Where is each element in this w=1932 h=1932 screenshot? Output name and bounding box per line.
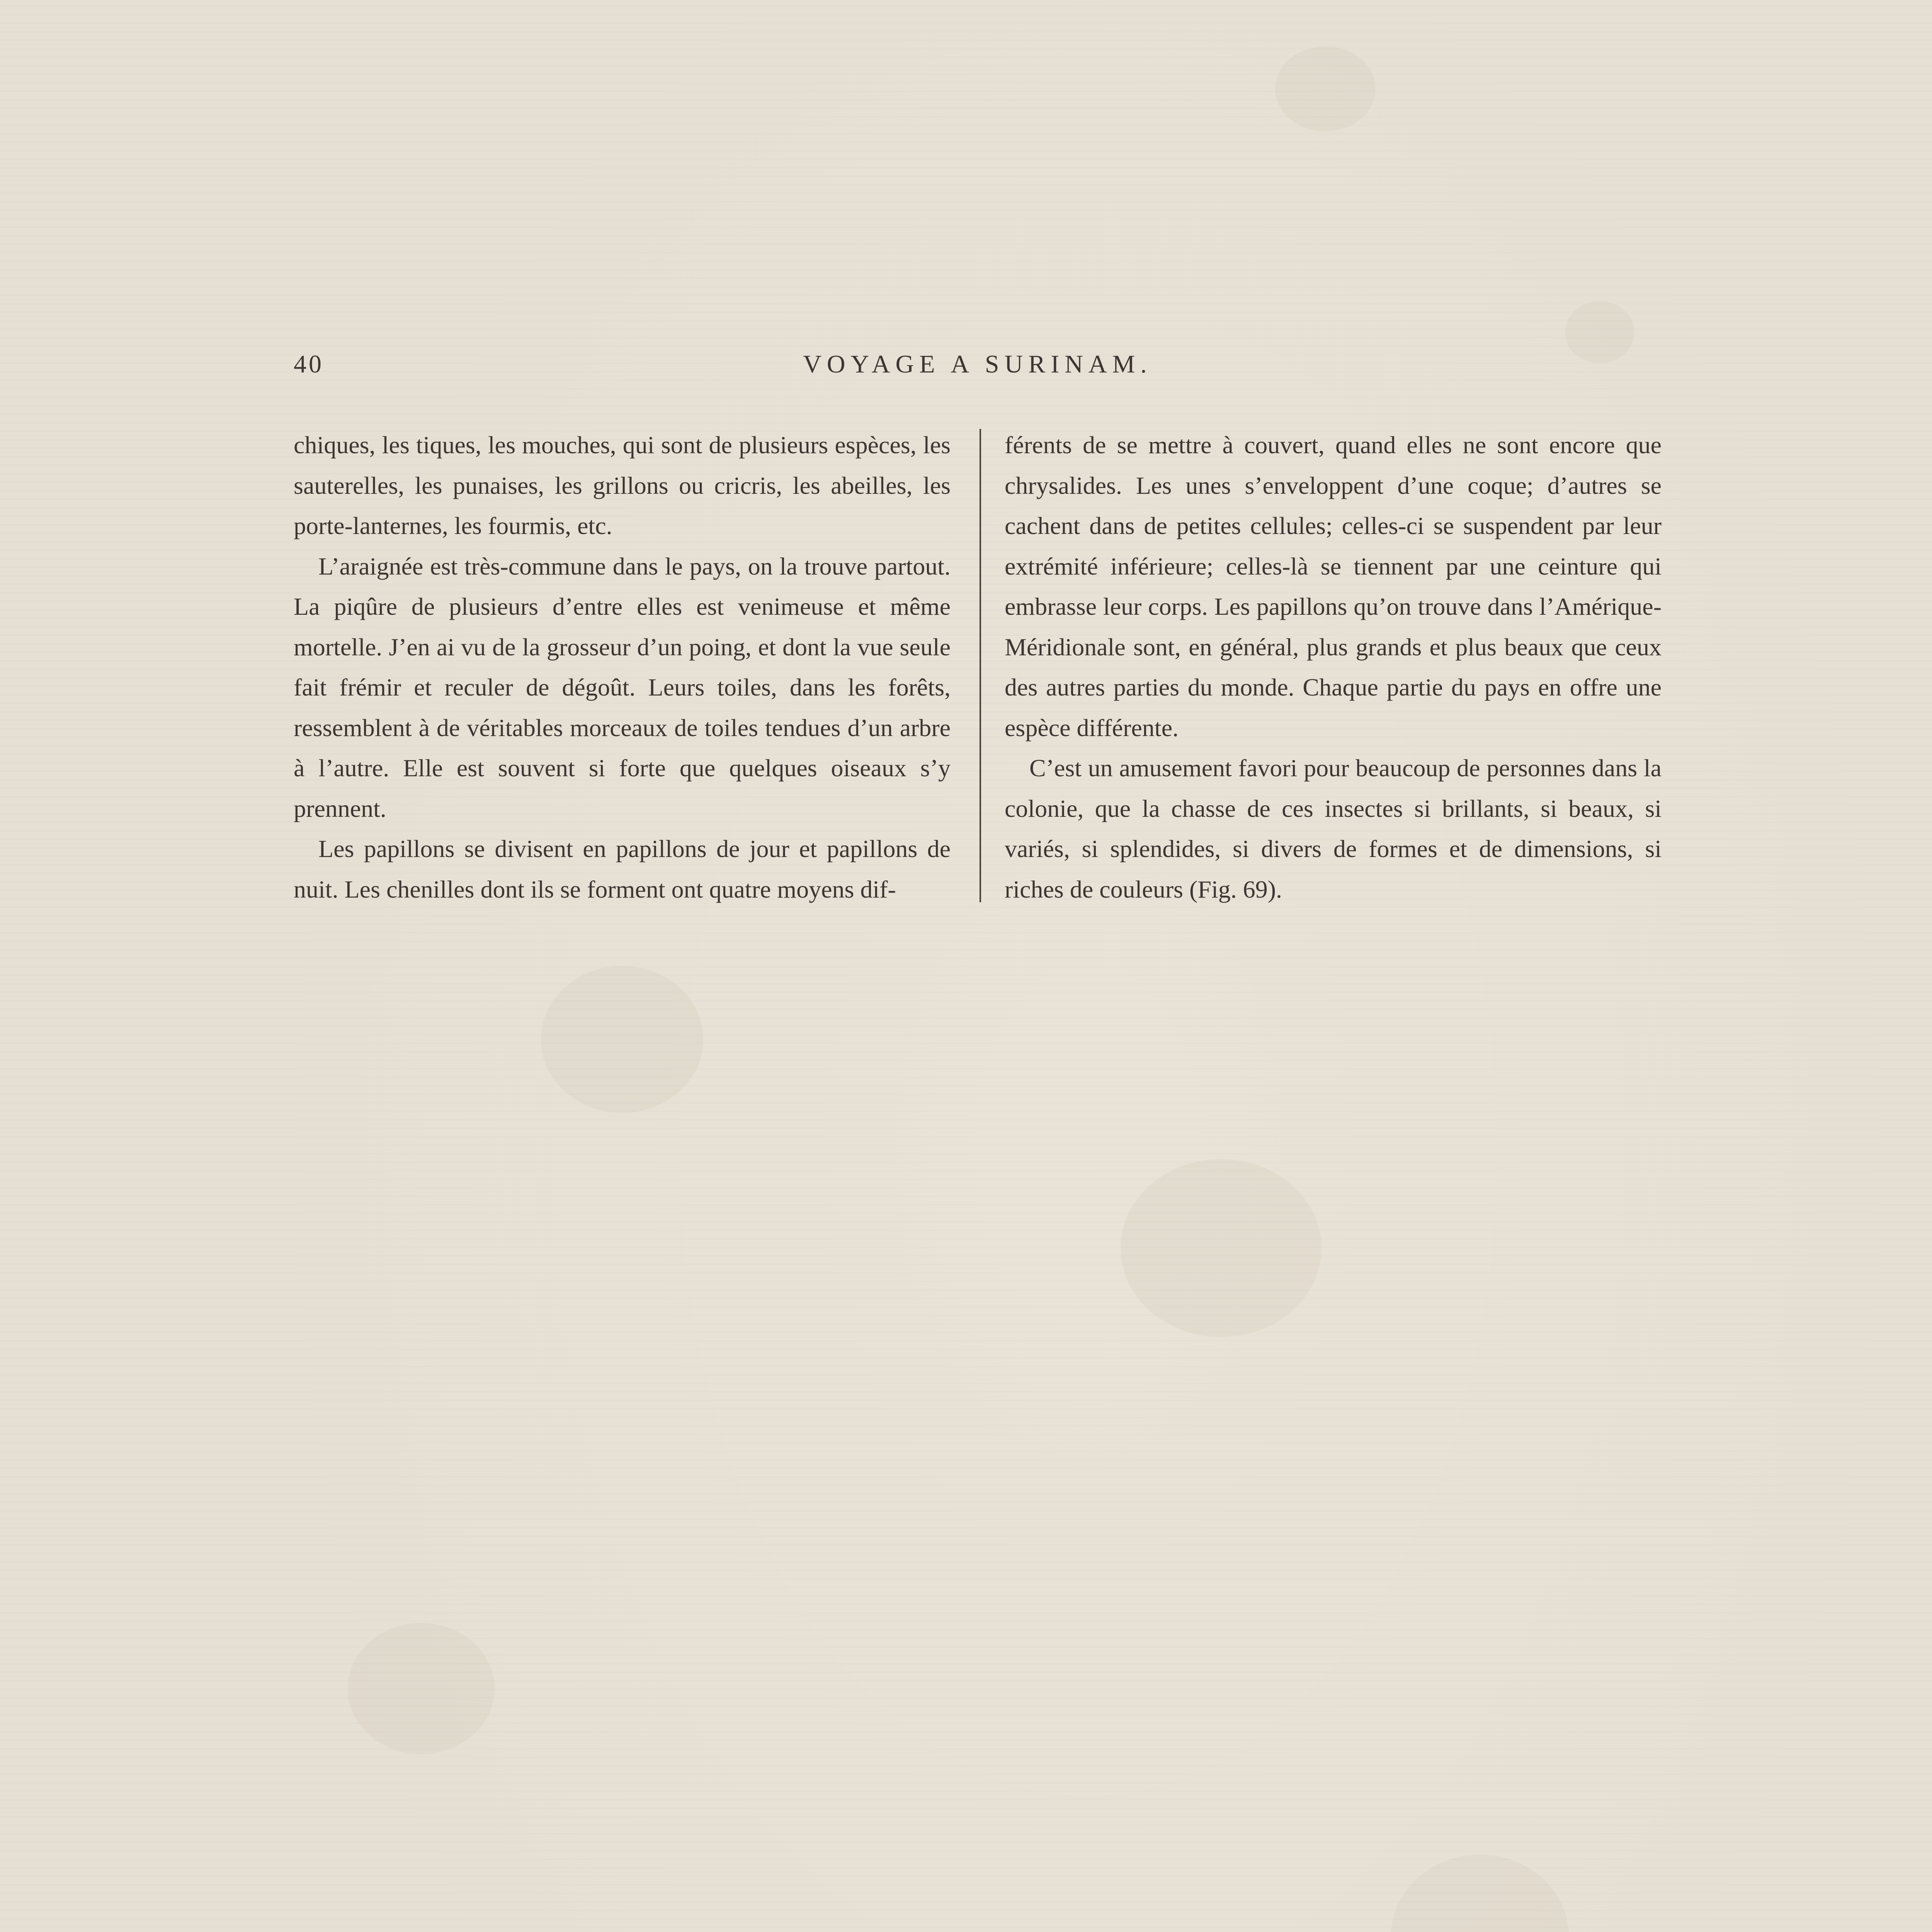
paragraph: C’est un amusement favori pour beaucoup de personnes dans la colonie, que la chasse de ces insectes si brillants, si beaux, si variés, si splendides, si divers de formes et de dimensions, si riches de couleurs (Fig. 69). xyxy=(1005,754,1662,903)
paper-stain xyxy=(1121,1159,1321,1337)
paper-stain xyxy=(348,1623,495,1754)
column-divider xyxy=(980,429,981,902)
paragraph: férents de se mettre à couvert, quand elles ne sont encore que chrysalides. Les unes s’enveloppent d’une coque; d’autres se cachent dans de petites cellules; celles-ci se suspendent par leur extrémité inférieure; celles-là se tiennent par une ceinture qui embrasse leur corps. Les papillons qu’on trouve dans l’Amérique-Méridionale sont, en général, plus grands et plus beaux que ceux des autres parties du monde. Chaque partie du pays en offre une espèce différente. xyxy=(1005,431,1662,742)
running-title: VOYAGE A SURINAM. xyxy=(803,350,1152,378)
paragraph: Les papillons se divisent en papillons de jour et papillons de nuit. Les chenilles dont ils se forment ont quatre moyens dif- xyxy=(294,835,951,903)
paragraph: L’araignée est très-commune dans le pays, on la trouve partout. La piqûre de plusieurs d’entre elles est venimeuse et même mortelle. J’en ai vu de la grosseur d’un poing, et dont la vue seule fait frémir et reculer de dégoût. Leurs toiles, dans les forêts, ressemblent à de véritables morceaux de toiles tendues d’un arbre à l’autre. Elle est souvent si forte que quelques oiseaux s’y prennent. xyxy=(294,552,951,822)
paper-stain xyxy=(1275,46,1376,131)
right-column xyxy=(1005,425,1662,910)
paragraph: chiques, les tiques, les mouches, qui sont de plusieurs espèces, les sauterelles, les punaises, les grillons ou cricris, les abeilles, les porte-lanternes, les fourmis, etc. xyxy=(294,431,951,539)
left-column xyxy=(294,425,951,910)
paper-stain xyxy=(1391,1855,1569,1932)
page-number: 40 xyxy=(294,350,324,378)
running-head xyxy=(294,350,1662,381)
paper-stain xyxy=(541,966,703,1113)
